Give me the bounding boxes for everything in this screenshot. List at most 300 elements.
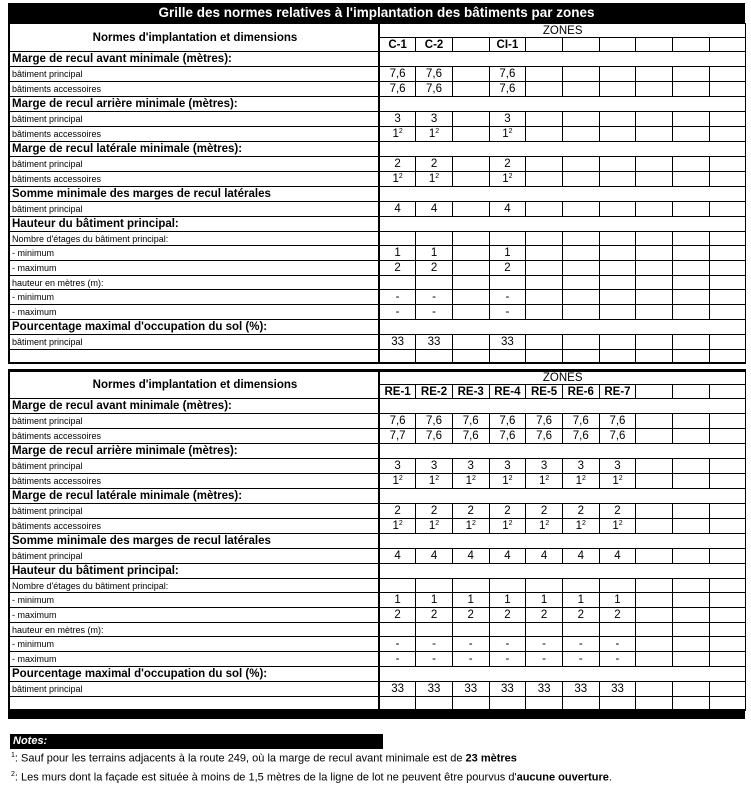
value-cell (636, 112, 673, 127)
value-cell (599, 652, 636, 667)
cell-value: 1 (575, 520, 583, 532)
cell-value: - (578, 653, 583, 665)
value-cell (489, 637, 526, 652)
value-cell (489, 549, 526, 564)
row-label: bâtiment principal (9, 459, 379, 474)
value-cell (526, 246, 563, 261)
value-cell (379, 459, 416, 474)
cell-value: 3 (614, 460, 621, 472)
cell-value: 7,6 (499, 68, 516, 80)
value-cell (416, 652, 453, 667)
grid-row-section (9, 97, 746, 112)
value-cell (673, 67, 710, 82)
cell-value: 1 (465, 475, 472, 487)
value-cell (379, 637, 416, 652)
value-cell (416, 474, 453, 489)
value-cell (416, 429, 453, 444)
value-cell (673, 519, 710, 534)
value-cell (452, 459, 489, 474)
value-cell (452, 474, 489, 489)
value-cell (452, 350, 489, 363)
cell-value: 2 (540, 505, 548, 517)
cell-value: - (395, 291, 400, 303)
value-cell (599, 350, 636, 363)
cell-value: 3 (504, 460, 511, 472)
value-cell (526, 335, 563, 350)
value-cell (709, 157, 746, 172)
value-cell (379, 335, 416, 350)
cell-value: 33 (537, 683, 551, 695)
value-cell (599, 637, 636, 652)
grid-row-section (9, 52, 746, 67)
zone-code (709, 38, 746, 52)
value-cell (526, 549, 563, 564)
value-cell (452, 652, 489, 667)
value-cell (379, 593, 416, 608)
value-cell (489, 157, 526, 172)
value-cell (709, 549, 746, 564)
value-cell (526, 623, 563, 637)
value-cell (416, 350, 453, 363)
value-cell (562, 202, 599, 217)
value-cell (673, 112, 710, 127)
zone-code (452, 38, 489, 52)
value-cell (673, 305, 710, 320)
zone-code: RE-2 (416, 385, 453, 399)
row-label: - maximum (9, 261, 379, 276)
value-cell (452, 335, 489, 350)
cell-value: 1 (614, 594, 621, 606)
value-cell (452, 637, 489, 652)
value-cell (636, 429, 673, 444)
value-cell (489, 246, 526, 261)
cell-value: 2 (577, 609, 584, 621)
value-cell (636, 246, 673, 261)
value-cell (562, 232, 599, 246)
section-filler (379, 52, 746, 67)
grid-row-section (9, 444, 746, 459)
note-ref: 2 (435, 475, 440, 482)
header-label: Normes d'implantation et dimensions (9, 24, 379, 52)
value-cell (489, 67, 526, 82)
cell-value: 7,6 (499, 415, 516, 427)
zone-code: RE-4 (489, 385, 526, 399)
value-cell (673, 157, 710, 172)
value-cell (489, 82, 526, 97)
value-cell (599, 276, 636, 290)
value-cell (673, 697, 710, 710)
cell-value: 1 (465, 520, 472, 532)
grid-row-value (9, 519, 746, 534)
value-cell (526, 474, 563, 489)
value-cell (526, 350, 563, 363)
value-cell (562, 579, 599, 593)
grid-row-value (9, 429, 746, 444)
value-cell (526, 157, 563, 172)
note-1 (11, 752, 517, 765)
row-label: Nombre d'étages du bâtiment principal: (9, 579, 379, 593)
grid-row-sub (9, 579, 746, 593)
section-label: Marge de recul arrière minimale (mètres): (9, 97, 379, 112)
cell-value: 33 (501, 683, 514, 695)
cell-value: 4 (430, 550, 438, 562)
value-cell (526, 459, 563, 474)
value-cell (562, 697, 599, 710)
grid-row-spacer (9, 697, 746, 710)
cell-value: 1 (538, 520, 546, 532)
note-ref: 2 (508, 173, 513, 180)
cell-value: 7,6 (609, 430, 626, 442)
section-label: Marge de recul avant minimale (mètres): (9, 52, 379, 67)
cell-value: 2 (394, 609, 401, 621)
zone-code (636, 385, 673, 399)
value-cell (489, 172, 526, 187)
value-cell (416, 682, 453, 697)
row-label: - maximum (9, 608, 379, 623)
cell-value: 1 (394, 247, 401, 259)
section-filler (379, 97, 746, 112)
value-cell (489, 697, 526, 710)
value-cell (452, 67, 489, 82)
zones-caption: ZONES (379, 24, 746, 38)
value-cell (452, 202, 489, 217)
grid-row-section (9, 534, 746, 549)
value-cell (673, 682, 710, 697)
value-cell (379, 112, 416, 127)
value-cell (562, 429, 599, 444)
value-cell (599, 519, 636, 534)
cell-value: 7,6 (462, 415, 479, 427)
cell-value: - (395, 638, 400, 650)
row-label: bâtiments accessoires (9, 172, 379, 187)
cell-value: 1 (428, 475, 436, 487)
cell-value: 7,6 (499, 430, 516, 442)
note-ref: 2 (618, 475, 623, 482)
value-cell (379, 202, 416, 217)
cell-value: 4 (577, 550, 584, 562)
value-cell (599, 608, 636, 623)
value-cell (379, 290, 416, 305)
notes-heading: Notes: (10, 734, 383, 749)
value-cell (709, 697, 746, 710)
value-cell (489, 350, 526, 363)
value-cell (636, 157, 673, 172)
value-cell (416, 67, 453, 82)
note-ref: 2 (582, 475, 586, 482)
value-cell (562, 414, 599, 429)
value-cell (416, 127, 453, 142)
note-ref: 2 (618, 520, 623, 527)
value-cell (709, 246, 746, 261)
value-cell (526, 290, 563, 305)
value-cell (452, 579, 489, 593)
value-cell (562, 593, 599, 608)
value-cell (379, 305, 416, 320)
cell-value: 7,6 (426, 430, 443, 442)
row-label: bâtiments accessoires (9, 429, 379, 444)
note-ref: 2 (545, 520, 550, 527)
value-cell (673, 504, 710, 519)
value-cell (562, 305, 599, 320)
cell-value: 4 (504, 550, 511, 562)
value-cell (599, 459, 636, 474)
cell-value: 2 (394, 262, 401, 274)
grid-row-value (9, 335, 746, 350)
note-2-emphasis: aucune ouverture (516, 771, 609, 784)
row-label: - maximum (9, 305, 379, 320)
value-cell (379, 549, 416, 564)
value-cell (416, 414, 453, 429)
row-label: bâtiment principal (9, 112, 379, 127)
value-cell (416, 623, 453, 637)
cell-value: 33 (464, 683, 478, 695)
cell-value: 2 (430, 262, 438, 274)
cell-value: 2 (467, 609, 474, 621)
cell-value: 7,6 (499, 83, 516, 95)
value-cell (636, 276, 673, 290)
value-cell (416, 246, 453, 261)
value-cell (709, 82, 746, 97)
grid-row-section (9, 399, 746, 414)
grid-row-value (9, 202, 746, 217)
value-cell (599, 414, 636, 429)
row-label: bâtiments accessoires (9, 82, 379, 97)
section-label: Pourcentage maximal d'occupation du sol (%): (9, 667, 379, 682)
value-cell (636, 127, 673, 142)
grid-row-value (9, 112, 746, 127)
value-cell (562, 261, 599, 276)
value-cell (599, 127, 636, 142)
zone-code: C-1 (379, 38, 416, 52)
value-cell (562, 335, 599, 350)
section-filler (379, 489, 746, 504)
value-cell (636, 172, 673, 187)
value-cell (526, 414, 563, 429)
value-cell (636, 82, 673, 97)
value-cell (599, 697, 636, 710)
note-1-emphasis: 23 mètres (465, 752, 517, 765)
cell-value: 7,6 (536, 430, 553, 442)
cell-value: - (432, 653, 436, 665)
value-cell (489, 202, 526, 217)
grid-row-section (9, 564, 746, 579)
value-cell (379, 172, 416, 187)
value-cell (526, 504, 563, 519)
value-cell (599, 261, 636, 276)
value-cell (673, 623, 710, 637)
value-cell (416, 579, 453, 593)
cell-value: 1 (392, 520, 399, 532)
norms-grid-residential (8, 369, 746, 711)
section-label: Hauteur du bâtiment principal: (9, 217, 379, 232)
cell-value: - (505, 653, 510, 665)
grid-row-sub (9, 623, 746, 637)
value-cell (709, 608, 746, 623)
value-cell (526, 429, 563, 444)
value-cell (526, 579, 563, 593)
value-cell (489, 414, 526, 429)
grid-row-sub (9, 232, 746, 246)
value-cell (709, 232, 746, 246)
cell-value: 7,6 (536, 415, 553, 427)
cell-value: - (542, 638, 547, 650)
cell-value: 7,7 (389, 430, 406, 442)
value-cell (416, 202, 453, 217)
value-cell (709, 335, 746, 350)
cell-value: 3 (394, 460, 401, 472)
row-label: bâtiment principal (9, 504, 379, 519)
value-cell (452, 290, 489, 305)
section-label: Marge de recul arrière minimale (mètres): (9, 444, 379, 459)
row-label: bâtiment principal (9, 202, 379, 217)
cell-value: 3 (430, 113, 438, 125)
row-label: Nombre d'étages du bâtiment principal: (9, 232, 379, 246)
value-cell (673, 232, 710, 246)
cell-value: 7,6 (572, 415, 589, 427)
grid-row-value (9, 549, 746, 564)
value-cell (673, 261, 710, 276)
zone-code (673, 38, 710, 52)
row-label: - minimum (9, 637, 379, 652)
value-cell (379, 697, 416, 710)
cell-value: 3 (467, 460, 474, 472)
cell-value: - (615, 653, 620, 665)
value-cell (673, 593, 710, 608)
value-cell (416, 697, 453, 710)
value-cell (489, 519, 526, 534)
zone-code: RE-7 (599, 385, 636, 399)
cell-value: 1 (612, 520, 619, 532)
section-filler (379, 444, 746, 459)
value-cell (636, 697, 673, 710)
cell-value: 7,6 (462, 430, 479, 442)
value-cell (452, 429, 489, 444)
value-cell (636, 593, 673, 608)
value-cell (562, 459, 599, 474)
value-cell (636, 350, 673, 363)
grid-row-value (9, 290, 746, 305)
cell-value: 1 (612, 475, 619, 487)
note-2-text: : Les murs dont la façade est située à moins de 1,5 mètres de la ligne de lot ne peuvent être pourvus d' (14, 771, 517, 784)
note-ref: 2 (508, 128, 513, 135)
cell-value: 33 (391, 683, 404, 695)
value-cell (526, 637, 563, 652)
value-cell (452, 697, 489, 710)
note-2-marker: 2 (11, 771, 15, 778)
row-label: bâtiment principal (9, 414, 379, 429)
value-cell (452, 593, 489, 608)
row-label: - minimum (9, 246, 379, 261)
value-cell (673, 474, 710, 489)
grid-row-value (9, 459, 746, 474)
value-cell (562, 549, 599, 564)
value-cell (673, 652, 710, 667)
cell-value: 2 (394, 158, 401, 170)
value-cell (673, 172, 710, 187)
section-label: Marge de recul latérale minimale (mètres): (9, 142, 379, 157)
cell-value: 2 (614, 609, 621, 621)
value-cell (526, 202, 563, 217)
cell-value: 7,6 (389, 415, 406, 427)
value-cell (673, 549, 710, 564)
grid-row-section (9, 187, 746, 202)
cell-value: 7,6 (389, 83, 406, 95)
row-label: - minimum (9, 290, 379, 305)
note-ref: 2 (582, 520, 586, 527)
value-cell (489, 608, 526, 623)
cell-value: 4 (394, 550, 401, 562)
value-cell (452, 112, 489, 127)
value-cell (452, 261, 489, 276)
row-label: - maximum (9, 652, 379, 667)
cell-value: 4 (467, 550, 474, 562)
norms-grid-commercial (8, 23, 746, 364)
value-cell (673, 202, 710, 217)
value-cell (709, 459, 746, 474)
value-cell (636, 290, 673, 305)
grid-row-value (9, 157, 746, 172)
value-cell (416, 459, 453, 474)
value-cell (673, 414, 710, 429)
row-label: hauteur en mètres (m): (9, 276, 379, 290)
cell-value: 3 (430, 460, 438, 472)
value-cell (709, 67, 746, 82)
value-cell (526, 127, 563, 142)
grid-row-section (9, 217, 746, 232)
zone-code: RE-1 (379, 385, 416, 399)
grid-row-value (9, 593, 746, 608)
zone-code (709, 385, 746, 399)
section-label: Pourcentage maximal d'occupation du sol (%): (9, 320, 379, 335)
note-ref: 2 (471, 520, 476, 527)
section-label: Hauteur du bâtiment principal: (9, 564, 379, 579)
cell-value: 7,6 (426, 415, 443, 427)
value-cell (452, 82, 489, 97)
value-cell (599, 202, 636, 217)
value-cell (636, 579, 673, 593)
value-cell (489, 682, 526, 697)
value-cell (452, 305, 489, 320)
grid-row-value (9, 474, 746, 489)
cell-value: - (468, 653, 473, 665)
value-cell (636, 549, 673, 564)
value-cell (709, 682, 746, 697)
value-cell (379, 429, 416, 444)
value-cell (599, 579, 636, 593)
cell-value: 3 (394, 113, 401, 125)
header-label: Normes d'implantation et dimensions (9, 371, 379, 399)
value-cell (599, 232, 636, 246)
zone-code: C-2 (416, 38, 453, 52)
grid-row-section (9, 667, 746, 682)
value-cell (416, 593, 453, 608)
section-filler (379, 564, 746, 579)
value-cell (562, 474, 599, 489)
grid-row-value (9, 305, 746, 320)
note-ref: 2 (435, 520, 440, 527)
value-cell (526, 697, 563, 710)
value-cell (489, 276, 526, 290)
value-cell (379, 579, 416, 593)
value-cell (673, 608, 710, 623)
cell-value: 1 (467, 594, 474, 606)
value-cell (709, 261, 746, 276)
grid-row-value (9, 637, 746, 652)
value-cell (452, 127, 489, 142)
cell-value: 33 (611, 683, 624, 695)
value-cell (599, 549, 636, 564)
value-cell (379, 414, 416, 429)
